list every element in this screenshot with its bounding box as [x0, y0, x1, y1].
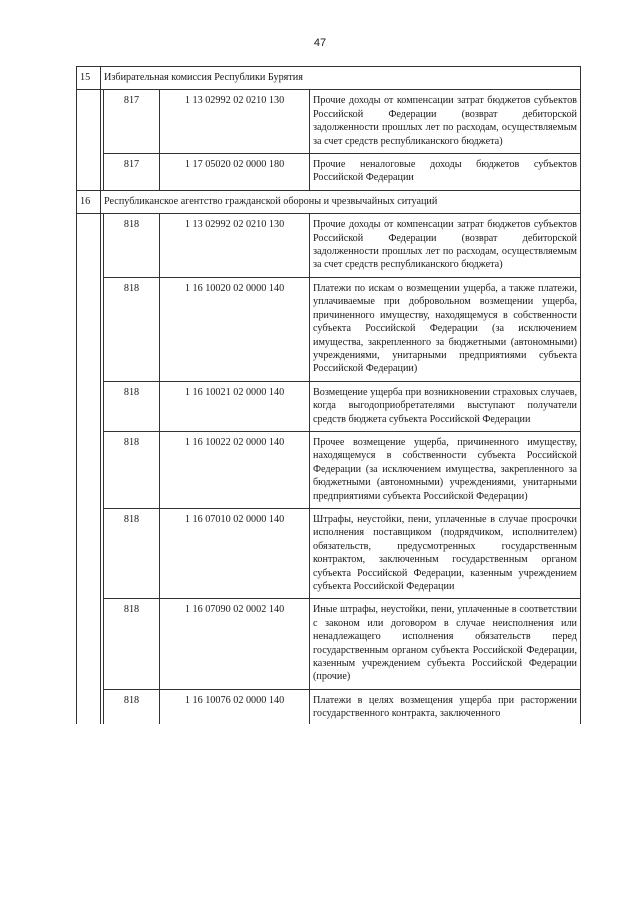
kbk-code-cell: 1 16 07090 02 0002 140	[160, 599, 310, 689]
table-row	[77, 381, 581, 431]
description-cell: Прочие доходы от компенсации затрат бюджетов субъектов Российской Федерации (возврат дебиторской задолженности прошлых лет по расходам, осуществляемым за счет средств республиканского бюджета)	[310, 214, 581, 278]
admin-code-cell: 818	[104, 381, 160, 431]
section-header-row	[77, 190, 581, 213]
description-cell: Возмещение ущерба при возникновении страховых случаев, когда выгодоприобретателями выступают получатели средств бюджета субъекта Российской Федерации	[310, 381, 581, 431]
section-number-spacer	[77, 90, 101, 190]
admin-code-cell: 818	[104, 508, 160, 598]
admin-code-cell: 818	[104, 277, 160, 381]
admin-code-cell: 817	[104, 154, 160, 191]
admin-code-cell: 818	[104, 214, 160, 278]
kbk-code-cell: 1 16 07010 02 0000 140	[160, 508, 310, 598]
table-row	[77, 599, 581, 689]
kbk-code-cell: 1 13 02992 02 0210 130	[160, 90, 310, 154]
kbk-code-cell: 1 16 10021 02 0000 140	[160, 381, 310, 431]
revenue-codes-table	[76, 66, 581, 724]
section-number-spacer	[77, 214, 101, 724]
kbk-code-cell: 1 16 10020 02 0000 140	[160, 277, 310, 381]
description-cell: Иные штрафы, неустойки, пени, уплаченные в соответствии с законом или договором в случае неисполнения или ненадлежащего исполнения обязательств перед государственным органом субъекта Российской Федерации, казенным учреждением субъекта Российской Федерации (прочие)	[310, 599, 581, 689]
description-cell: Прочее возмещение ущерба, причиненного имуществу, находящемуся в собственности субъекта Российской Федерации (за исключением имущества, закрепленного за бюджетными (автономными) учреждениями, унитарными предприятиями субъекта Российской Федерации)	[310, 431, 581, 508]
kbk-code-cell: 1 17 05020 02 0000 180	[160, 154, 310, 191]
description-cell: Прочие доходы от компенсации затрат бюджетов субъектов Российской Федерации (возврат дебиторской задолженности прошлых лет по расходам, осуществляемым за счет средств республиканского бюджета)	[310, 90, 581, 154]
kbk-code-cell: 1 16 10076 02 0000 140	[160, 689, 310, 724]
description-cell: Платежи в целях возмещения ущерба при расторжении государственного контракта, заключенного	[310, 689, 581, 724]
admin-code-cell: 818	[104, 599, 160, 689]
table-row	[77, 431, 581, 508]
organization-name: Республиканское агентство гражданской обороны и чрезвычайных ситуаций	[101, 190, 581, 213]
table-row	[77, 154, 581, 191]
table-row	[77, 90, 581, 154]
table-row	[77, 277, 581, 381]
table-row	[77, 214, 581, 278]
table-row	[77, 508, 581, 598]
organization-name: Избирательная комиссия Республики Бурятия	[101, 67, 581, 90]
kbk-code-cell: 1 13 02992 02 0210 130	[160, 214, 310, 278]
description-cell: Штрафы, неустойки, пени, уплаченные в случае просрочки исполнения поставщиком (подрядчиком, исполнителем) обязательств, предусмотренных государственным контрактом, заключенным государственным органом субъекта Российской Федерации, казенным учреждением субъекта Российской Федерации	[310, 508, 581, 598]
admin-code-cell: 817	[104, 90, 160, 154]
kbk-code-cell: 1 16 10022 02 0000 140	[160, 431, 310, 508]
page-number: 47	[313, 37, 327, 49]
table-row	[77, 689, 581, 724]
description-cell: Платежи по искам о возмещении ущерба, а также платежи, уплачиваемые при добровольном возмещении ущерба, причиненного имуществу, находящемуся в собственности субъекта Российской Федерации (за исключением имущества, закрепленного за бюджетными (автономными) учреждениями, унитарными предприятиями субъекта Российской Федерации)	[310, 277, 581, 381]
section-number: 15	[77, 67, 101, 90]
description-cell: Прочие неналоговые доходы бюджетов субъектов Российской Федерации	[310, 154, 581, 191]
section-header-row	[77, 67, 581, 90]
admin-code-cell: 818	[104, 431, 160, 508]
section-number: 16	[77, 190, 101, 213]
admin-code-cell: 818	[104, 689, 160, 724]
